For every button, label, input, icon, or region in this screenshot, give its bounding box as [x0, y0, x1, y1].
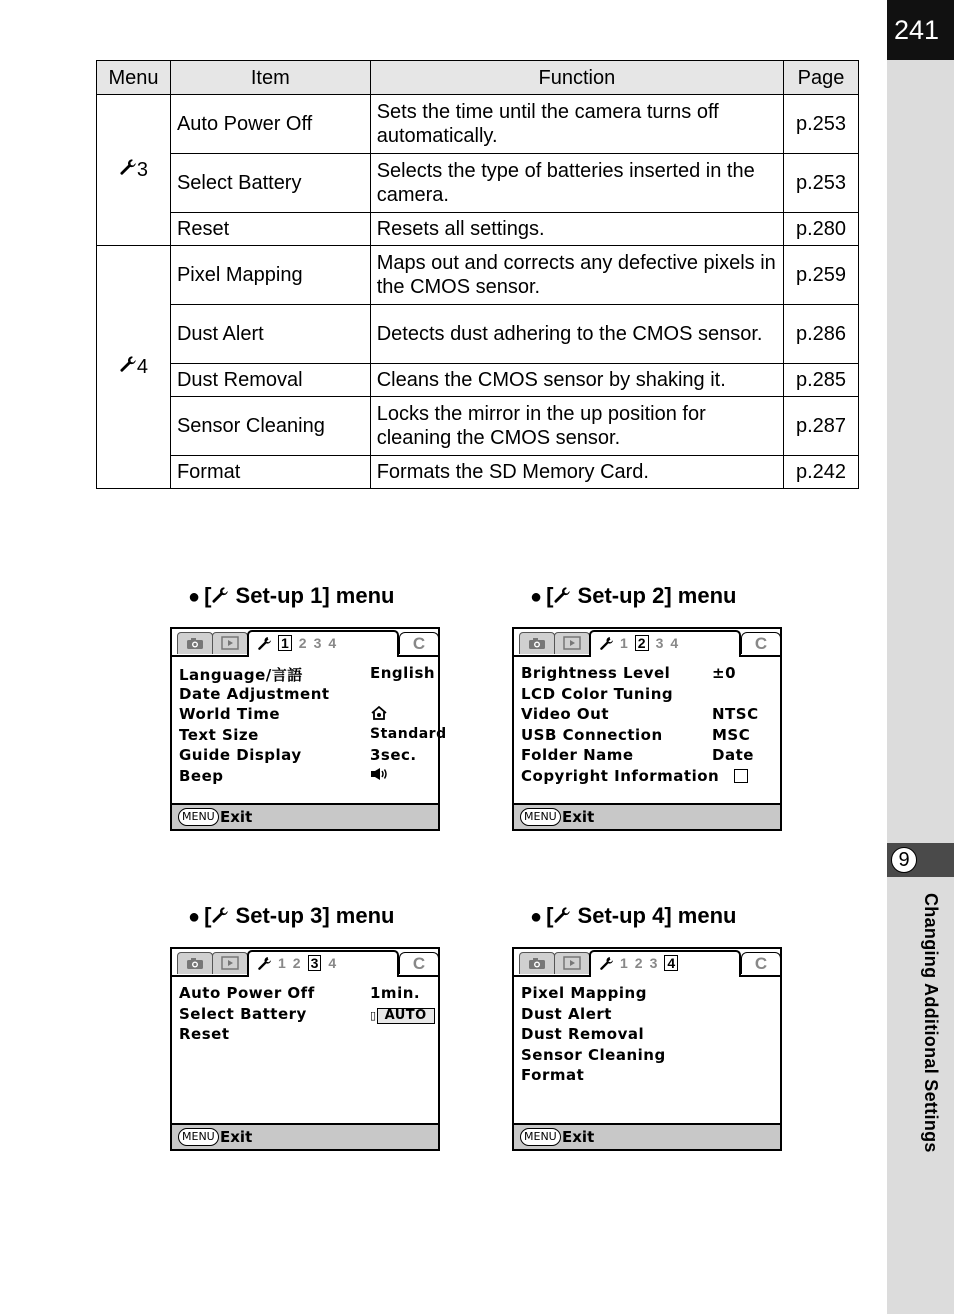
cell-function: Locks the mirror in the up position for cleaning the CMOS sensor. [370, 397, 783, 456]
wrench-icon [211, 584, 229, 610]
tab-shooting[interactable] [519, 632, 555, 654]
screen-footer [172, 803, 438, 829]
cell-function: Resets all settings. [370, 213, 783, 246]
wrench-icon [599, 636, 614, 656]
menu-row[interactable] [521, 767, 777, 788]
header-item: Item [170, 61, 370, 95]
cell-function: Selects the type of batteries inserted in the camera. [370, 154, 783, 213]
wrench-icon [257, 636, 272, 656]
home-icon [370, 705, 388, 725]
page-indicator: 3 [649, 955, 658, 971]
page-indicator: 3 [308, 955, 322, 971]
menu-row[interactable] [179, 984, 435, 1005]
heading-setup-2: ● [ Set-up 2] menu [530, 583, 736, 610]
setting-value: Standard [370, 725, 447, 742]
menu-row[interactable] [179, 746, 435, 767]
page-indicator: 3 [655, 635, 664, 651]
page-indicator: 4 [664, 955, 678, 971]
setting-label: Guide Display [179, 746, 302, 764]
tab-bar [172, 949, 438, 977]
page-indicator: 1 [620, 955, 628, 971]
menu-row[interactable] [521, 685, 777, 706]
setting-label: Select Battery [179, 1004, 307, 1023]
menu-row[interactable] [521, 746, 777, 767]
page-indicator: 1 [278, 955, 286, 971]
checkbox-icon [734, 767, 748, 785]
setting-label: LCD Color Tuning [521, 684, 674, 703]
setting-label: World Time [179, 705, 280, 723]
menu-row[interactable] [521, 664, 777, 685]
setting-value: MSC [712, 725, 751, 744]
page-indicator: 4 [328, 955, 337, 971]
tab-custom[interactable]: C [741, 952, 781, 974]
screen-footer [172, 1123, 438, 1149]
page-number: 241 [887, 0, 954, 60]
screen-footer [514, 803, 780, 829]
tab-bar [172, 629, 438, 657]
page-indicator: 2 [298, 635, 307, 651]
menu-list [521, 664, 777, 787]
setting-value: 3sec. [370, 746, 417, 764]
setting-value: English [370, 664, 436, 682]
tab-playback[interactable] [212, 952, 248, 974]
menu-row[interactable] [521, 726, 777, 747]
setting-label: Video Out [521, 705, 610, 723]
setup-3-screen [170, 947, 440, 1151]
table-header-row [97, 61, 859, 95]
tab-custom[interactable]: C [399, 952, 439, 974]
setting-label: Brightness Level [521, 664, 671, 682]
setting-label: Copyright Information [521, 766, 720, 785]
wrench-icon [211, 904, 229, 930]
cell-page: p.242 [784, 456, 859, 489]
cell-item: Format [170, 456, 370, 489]
setting-label: Date Adjustment [179, 684, 330, 703]
tab-setup[interactable] [247, 950, 399, 977]
menu-row[interactable] [521, 705, 777, 726]
play-icon [563, 956, 581, 975]
menu-number: 3 [136, 158, 149, 181]
battery-auto-value: AUTO [377, 1008, 435, 1024]
screen-footer [514, 1123, 780, 1149]
menu-row[interactable] [179, 664, 435, 685]
setting-value: Date [712, 746, 754, 764]
menu-row[interactable] [521, 1025, 777, 1046]
bullet-icon: ● [188, 586, 201, 608]
setting-value: NTSC [712, 705, 759, 723]
setting-label: Auto Power Off [179, 984, 315, 1002]
camera-icon [528, 957, 546, 975]
setting-label: Beep [179, 766, 224, 785]
bullet-icon: ● [530, 906, 543, 928]
tab-setup[interactable] [589, 950, 741, 977]
heading-setup-4: ● [ Set-up 4] menu [530, 903, 736, 930]
wrench-icon [553, 584, 571, 610]
setting-label: USB Connection [521, 725, 663, 744]
exit-label: Exit [220, 1128, 253, 1146]
menu-row[interactable] [521, 1046, 777, 1067]
exit-label: Exit [562, 1128, 595, 1146]
table-row [97, 456, 859, 489]
speaker-icon [370, 767, 390, 785]
table-row [97, 95, 859, 154]
menu-cell [97, 246, 171, 489]
cell-page: p.280 [784, 213, 859, 246]
page-indicator: 2 [635, 635, 649, 651]
menu-list [179, 664, 447, 787]
menu-row[interactable] [521, 1066, 777, 1087]
menu-row[interactable] [521, 984, 777, 1005]
cell-page: p.253 [784, 95, 859, 154]
setting-label: Dust Removal [521, 1025, 645, 1043]
setup-2-screen [512, 627, 782, 831]
cell-item: Dust Alert [170, 305, 370, 364]
tab-setup[interactable] [247, 630, 399, 657]
cell-item: Select Battery [170, 154, 370, 213]
header-menu: Menu [97, 61, 171, 95]
tab-playback[interactable] [212, 632, 248, 654]
menu-row[interactable] [521, 1005, 777, 1026]
wrench-icon [553, 904, 571, 930]
menu-row[interactable] [179, 685, 435, 706]
cell-item: Pixel Mapping [170, 246, 370, 305]
header-function: Function [370, 61, 783, 95]
cell-page: p.285 [784, 364, 859, 397]
cell-function: Detects dust adhering to the CMOS sensor. [370, 305, 783, 364]
tab-bar [514, 949, 780, 977]
cell-item: Auto Power Off [170, 95, 370, 154]
heading-setup-3: ● [ Set-up 3] menu [188, 903, 394, 930]
cell-item: Reset [170, 213, 370, 246]
setting-label: Pixel Mapping [521, 984, 647, 1002]
bullet-icon: ● [188, 906, 201, 928]
tab-bar [514, 629, 780, 657]
menu-button-icon[interactable]: MENU [520, 808, 561, 826]
setting-value: ±0 [712, 664, 737, 682]
page-indicator: 4 [328, 635, 337, 651]
table-row [97, 305, 859, 364]
setup-1-screen [170, 627, 447, 831]
menu-number: 4 [136, 355, 149, 378]
menu-button-icon[interactable]: MENU [520, 1128, 561, 1146]
table-row [97, 397, 859, 456]
header-page: Page [784, 61, 859, 95]
setting-label: Text Size [179, 725, 259, 744]
cell-page: p.287 [784, 397, 859, 456]
page-indicator: 1 [620, 635, 628, 651]
tab-playback[interactable] [554, 952, 590, 974]
menu-list [521, 984, 777, 1087]
tab-setup[interactable] [589, 630, 741, 657]
bullet-icon: ● [530, 586, 543, 608]
table-row [97, 154, 859, 213]
cell-function: Cleans the CMOS sensor by shaking it. [370, 364, 783, 397]
tab-playback[interactable] [554, 632, 590, 654]
setting-label: Language/言語 [179, 666, 303, 684]
page-indicator: 1 [278, 635, 292, 651]
menu-row[interactable] [179, 725, 447, 747]
camera-icon [528, 637, 546, 655]
page-indicator: 2 [292, 955, 301, 971]
exit-label: Exit [220, 808, 253, 826]
wrench-icon [119, 355, 137, 379]
cell-page: p.253 [784, 154, 859, 213]
tab-shooting[interactable] [519, 952, 555, 974]
table-row [97, 364, 859, 397]
play-icon [221, 636, 239, 655]
setting-label: Sensor Cleaning [521, 1045, 666, 1064]
menu-cell [97, 95, 171, 246]
setup-4-screen [512, 947, 782, 1151]
wrench-icon [257, 956, 272, 976]
menu-button-icon[interactable]: MENU [178, 1128, 219, 1146]
tab-custom[interactable]: C [399, 632, 439, 654]
play-icon [221, 956, 239, 975]
setting-label: Dust Alert [521, 1004, 612, 1023]
camera-icon [186, 957, 204, 975]
menu-row[interactable] [179, 1025, 435, 1046]
chapter-title: Changing Additional Settings [921, 893, 941, 1153]
setting-label: Format [521, 1066, 585, 1084]
chapter-number: 9 [891, 847, 917, 873]
tab-shooting[interactable] [177, 632, 213, 654]
cell-function: Sets the time until the camera turns off automatically. [370, 95, 783, 154]
cell-function: Formats the SD Memory Card. [370, 456, 783, 489]
tab-shooting[interactable] [177, 952, 213, 974]
cell-item: Sensor Cleaning [170, 397, 370, 456]
cell-page: p.286 [784, 305, 859, 364]
page-indicator: 2 [634, 955, 643, 971]
page-indicator: 3 [313, 635, 322, 651]
cell-item: Dust Removal [170, 364, 370, 397]
table-row [97, 246, 859, 305]
wrench-icon [599, 956, 614, 976]
setup-menu-table [96, 60, 859, 489]
table-row [97, 213, 859, 246]
menu-list [179, 984, 435, 1046]
page-indicator: 4 [670, 635, 679, 651]
menu-row[interactable] [179, 1005, 435, 1026]
setting-value: ▯ AUTO [370, 1005, 435, 1024]
setting-label: Reset [179, 1025, 230, 1043]
play-icon [563, 636, 581, 655]
setting-label: Folder Name [521, 746, 634, 764]
menu-row[interactable] [179, 705, 435, 726]
camera-icon [186, 637, 204, 655]
heading-setup-1: ● [ Set-up 1] menu [188, 583, 394, 610]
tab-custom[interactable]: C [741, 632, 781, 654]
setting-value: 1min. [370, 984, 421, 1002]
cell-function: Maps out and corrects any defective pixels in the CMOS sensor. [370, 246, 783, 305]
wrench-icon [119, 158, 137, 182]
exit-label: Exit [562, 808, 595, 826]
menu-row[interactable] [179, 767, 435, 788]
cell-page: p.259 [784, 246, 859, 305]
menu-button-icon[interactable]: MENU [178, 808, 219, 826]
